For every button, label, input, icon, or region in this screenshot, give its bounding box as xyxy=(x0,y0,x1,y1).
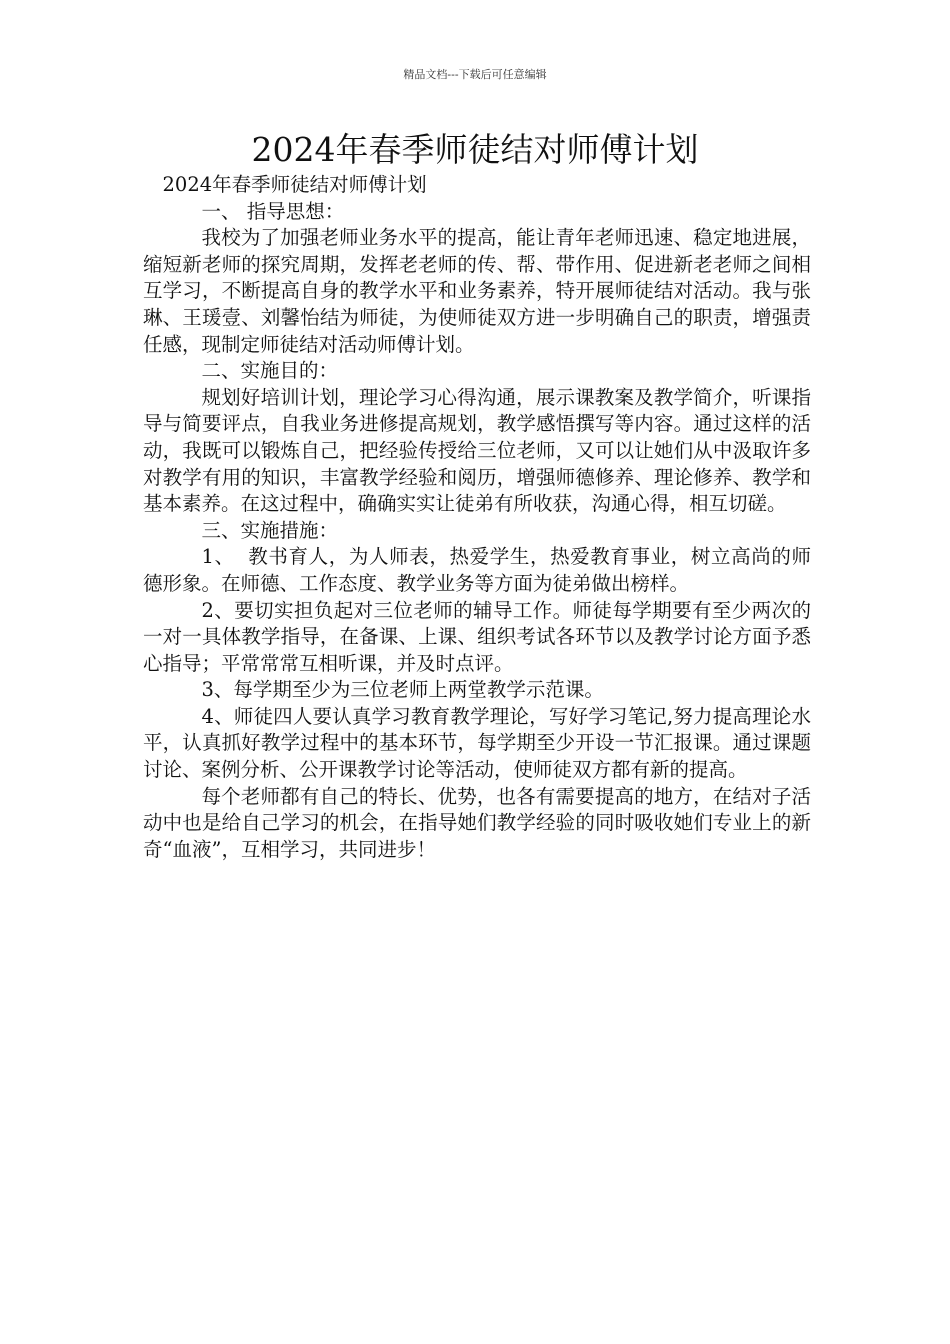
closing-paragraph: 每个老师都有自己的特长、优势，也各有需要提高的地方，在结对子活动中也是给自己学习的机会，在指导她们教学经验的同时吸收她们专业上的新奇“血液”，互相学习，共同进步！ xyxy=(143,784,811,861)
paragraph-purpose: 规划好培训计划，理论学习心得沟通，展示课教案及教学简介，听课指导与简要评点，自我业务进修提高规划，教学感悟撰写等内容。通过这样的活动，我既可以锻炼自己，把经验传授给三位老师，又可以让她们从中汲取许多对教学有用的知识，丰富教学经验和阅历，增强师德修养、理论修养、教学和基本素养。在这过程中，确确实实让徒弟有所收获，沟通心得，相互切磋。 xyxy=(143,385,811,516)
paragraph-guiding-ideology: 我校为了加强老师业务水平的提高，能让青年老师迅速、稳定地进展，缩短新老师的探究周期，发挥老老师的传、帮、带作用、促进新老老师之间相互学习，不断提高自身的教学水平和业务素养，特开展师徒结对活动。我与张琳、王瑗壹、刘馨怡结为师徒，为使师徒双方进一步明确自己的职责，增强责任感，现制定师徒结对活动师傅计划。 xyxy=(143,226,811,356)
section-heading-measures: 三、实施措施： xyxy=(201,518,339,542)
document-body xyxy=(143,172,811,863)
measure-item-1: 1、 教书育人，为人师表，热爱学生，热爱教育事业，树立高尚的师德形象。在师德、工作态度、教学业务等方面为徒弟做出榜样。 xyxy=(143,545,811,595)
measure-item-3: 3、每学期至少为三位老师上两堂教学示范课。 xyxy=(201,678,604,702)
measure-item-2: 2、要切实担负起对三位老师的辅导工作。师徒每学期要有至少两次的一对一具体教学指导，在备课、上课、组织考试各环节以及教学讨论方面予悉心指导；平常常常互相听课，并及时点评。 xyxy=(143,598,811,675)
document-title: 2024年春季师徒结对师傅计划 xyxy=(251,130,699,169)
header-note: 精品文档---下载后可任意编辑 xyxy=(403,68,547,81)
section-heading-guiding-ideology: 一、 指导思想： xyxy=(201,199,345,223)
measure-item-4: 4、师徒四人要认真学习教育教学理论，写好学习笔记,努力提高理论水平，认真抓好教学过程中的基本环节，每学期至少开设一节汇报课。通过课题讨论、案例分析、公开课教学讨论等活动，使师徒双方都有新的提高。 xyxy=(143,704,811,782)
document-subtitle: 2024年春季师徒结对师傅计划 xyxy=(162,173,427,196)
section-heading-purpose: 二、实施目的： xyxy=(201,359,339,383)
